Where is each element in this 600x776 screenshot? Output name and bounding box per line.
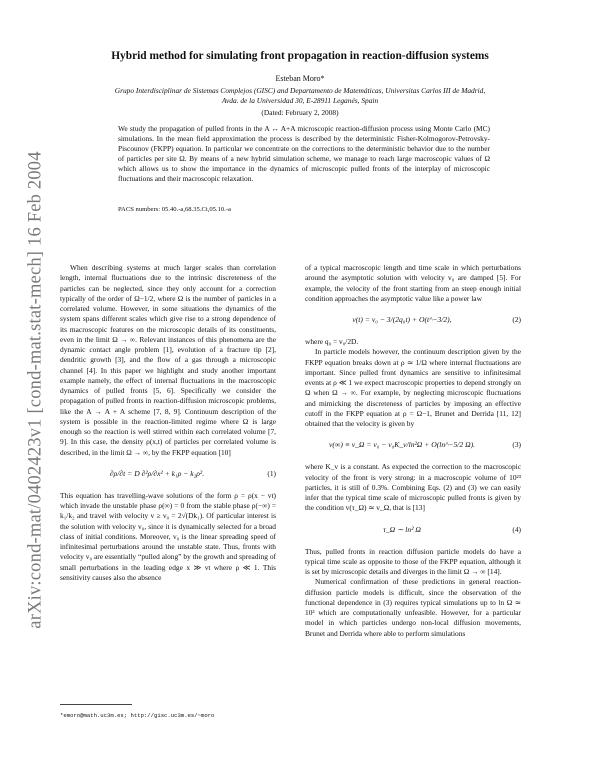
- paper-title: Hybrid method for simulating front propagation in reaction-diffusion systems: [111, 50, 489, 62]
- footnote: *emoro@math.uc3m.es; http://gisc.uc3m.es/~moro: [60, 712, 215, 719]
- arxiv-sidebar: [22, 120, 50, 660]
- author-name: Esteban Moro*: [275, 74, 325, 83]
- left-column: [60, 263, 276, 583]
- equation-number: (1): [267, 468, 276, 478]
- paragraph: Thus, pulled fronts in reaction diffusion particle models do have a typical time scale as opposite to those of the FKPP equation, although it is set by microscopic details and diverges in the limit Ω → ∞ [14].: [305, 546, 521, 576]
- paragraph: where K_v is a constant. As expected the correction to the macroscopic velocity of the front is very strong: in a macroscopic volume of 10²³ particles, it is still of 0.3%. Combining Eqs. (2) and (3) we can easily infer that the typical time scale of microscopic pulled fronts is given by the condition v(τ_Ω) ≃ v_Ω, that is [13]: [305, 462, 521, 513]
- paragraph: When describing systems at much larger scales than correlation length, internal fluctuations due to the intrinsic discreteness of the particles can be neglected, since they only account for a correction typically of the order of Ω−1/2, where Ω is the number of particles in a correlated volume. However, in some situations the dynamics of the system spans different scales which give rise to a strong dependence of its macroscopic features on the microscopic details of its constituents, even in the limit Ω → ∞. Relevant instances of this phenomena are the dynamic contact angle problem [1], evolution of a fracture tip [2], dendritic growth [3], and the flow of a gas through a microscopic channel [4]. In this paper we highlight and study another important example namely, the effect of internal fluctuations in the macroscopic dynamics of pulled fronts [5, 6]. Specifically we consider the propagation of pulled fronts in reaction-diffusion microscopic problems, like the A → A + A scheme [7, 8, 9]. Continuum description of the system is possible in the reaction-limited regime where Ω is large enough so the reaction is well stirred within each correlated volume [7, 9]. In this case, the density ρ(x,t) of particles per correlated volume is described, in the limit Ω → ∞, by the FKPP equation [10]: [60, 263, 276, 457]
- paragraph: of a typical macroscopic length and time scale in which perturbations around the asymptotic solution with velocity v₀ are damped [5]. For example, the velocity of the front starting from an steep enough initial condition approaches the asymptotic value like a power law: [305, 263, 521, 303]
- equation-1: [60, 464, 276, 486]
- equation-number: (3): [512, 440, 521, 450]
- paragraph: This equation has travelling-wave solutions of the form ρ = ρ(x − vt) which invade the unstable phase ρ(∞) = 0 from the stable phase ρ(−∞) = k₁/k₂ and travel with velocity v ≥ v₀ = 2√(Dk₁). Of particular interest is the solution with velocity v₀, since it is dynamically selected for a broad class of initial conditions. Moreover, v₀ is the linear spreading speed of infinitesimal perturbations around the unstable state. Thus, fronts with velocity v₀ are essentially “pulled along” by the growth and spreading of small perturbations in the leading edge x ≫ vt where ρ ≪ 1. This sensitivity causes also the absence: [60, 490, 276, 582]
- paragraph: In particle models however, the continuum description given by the FKPP equation breaks down at ρ ≃ 1/Ω where internal fluctuations are important. Since pulled front dynamics are sensitive to infinitesimal events at ρ ≪ 1 we expect macroscopic properties to depend strongly on Ω when Ω → ∞. For example, by neglecting microscopic fluctuations and mimicking the discreteness of particles by imposing an effective cutoff in the FKPP equation at ρ = Ω−1, Brunet and Derrida [11, 12] obtained that the velocity is given by: [305, 347, 521, 428]
- equation-4: [305, 520, 521, 542]
- paragraph: Numerical confirmation of these predictions in general reaction-diffusion particle models is difficult, since the observation of the functional dependence in (3) requires typical simulations up to ln Ω ≃ 10² which are computationally unfeasible. However, for a particular model in which particles undergo non-local diffusion movements, Brunet and Derrida where able to perform simulations: [305, 577, 521, 638]
- equation-number: (4): [512, 524, 521, 534]
- equation-3: [305, 435, 521, 457]
- equation-number: (2): [512, 315, 521, 324]
- paragraph: where q₀ = v₀/2D.: [305, 337, 359, 346]
- footnote-rule: [60, 704, 132, 705]
- arxiv-identifier: arXiv:cond-mat/0402423v1 [cond-mat.stat-mech] 16 Feb 2004: [25, 151, 46, 629]
- pacs-numbers: PACS numbers: 05.40.-a,68.35.Ct,05.10.-a: [118, 206, 231, 213]
- dated-line: (Dated: February 2, 2008): [261, 108, 339, 117]
- equation-body: ∂ρ/∂t = D ∂²ρ/∂x² + k₁ρ − k₂ρ².: [109, 468, 205, 478]
- equation-2: [305, 310, 521, 332]
- abstract: We study the propagation of pulled fronts in the A ↔ A+A microscopic reaction-diffusion process using Monte Carlo (MC) simulations. In the mean field approximation the process is described by the deterministic Fisher-Kolmogorov-Petrovsky-Piscounov (FKPP) equation. In particular we concentrate on the corrections to the deterministic behavior due to the number of particles per site Ω. By means of a new hybrid simulation scheme, we manage to reach large macroscopic values of Ω which allows us to show the importance in the dynamics of microscopic pulled fronts of the interplay of microscopic fluctuations and their macroscopic relaxation.: [118, 124, 490, 183]
- equation-body: v(∞) ≡ v_Ω = v₀ − v₀K_v/ln²Ω + O(ln^−5/2 Ω).: [329, 440, 475, 450]
- equation-body: v(t) = v₀ − 3/(2q₀t) + O(t^−3/2),: [352, 315, 452, 324]
- author-affiliation: Grupo Interdisciplinar de Sistemas Complejos (GISC) and Departamento de Matemáticas, Universitas Carlos III de Madrid, Avda. de la Universidad 30, E-28911 Leganés, Spain: [114, 86, 486, 105]
- right-column: [305, 263, 521, 639]
- equation-body: τ_Ω ∼ ln² Ω: [383, 524, 421, 534]
